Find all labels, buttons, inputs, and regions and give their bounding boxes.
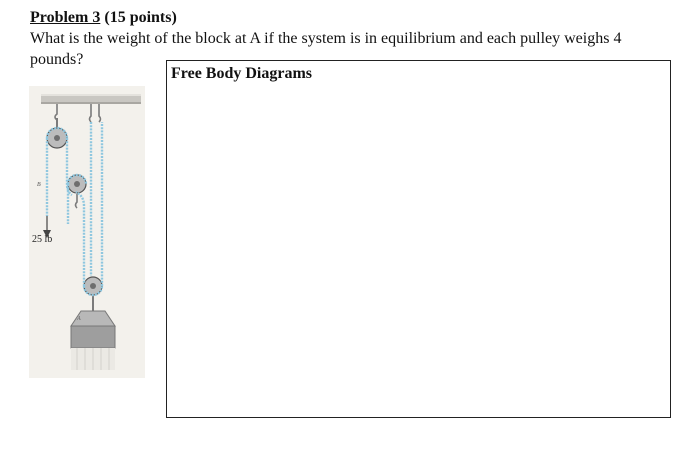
problem-heading — [30, 8, 177, 27]
force-value-label: 25 lb — [32, 234, 53, 245]
problem-number: Problem 3 — [30, 9, 101, 26]
free-body-diagram-area[interactable] — [166, 60, 671, 418]
pulley-system-figure — [29, 86, 145, 378]
problem-question: What is the weight of the block at A if the system is in equilibrium and each pulley weighs 4 pounds? — [30, 30, 622, 68]
ceiling-beam — [41, 94, 141, 104]
ceiling-hooks — [55, 104, 101, 122]
block-label: A — [77, 316, 81, 322]
problem-points: (15 points) — [100, 9, 177, 26]
top-pulley — [47, 118, 67, 148]
free-body-diagram-title: Free Body Diagrams — [171, 65, 313, 82]
force-label: B — [37, 182, 41, 188]
